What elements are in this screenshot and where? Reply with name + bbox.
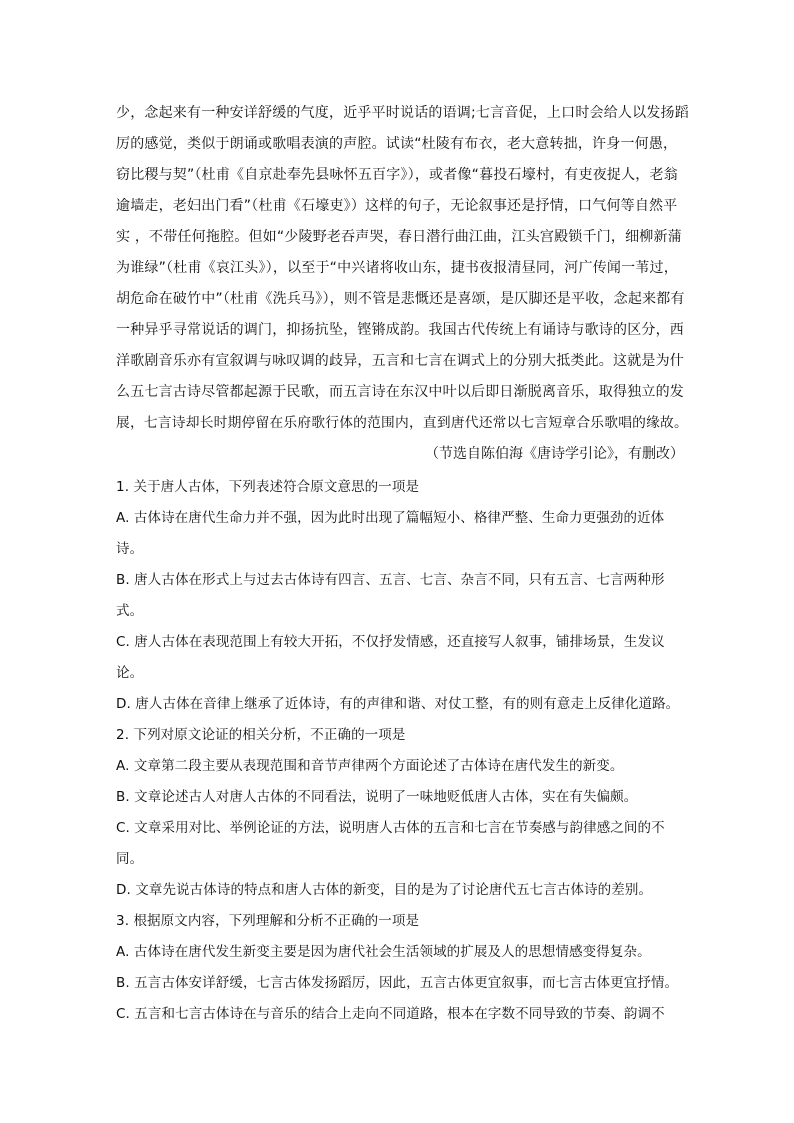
option-line: 论。 — [116, 665, 144, 681]
option-line: C. 文章采用对比、举例论证的方法，说明唐人古体的五言和七言在节奏感与韵律感之间的不 — [116, 820, 665, 836]
option-line: C. 五言和七言古体诗在与音乐的结合上走向不同道路，根本在字数不同导致的节奏、韵调不 — [116, 1006, 665, 1022]
passage-line: 逾墙走，老妇出门看”（杜甫《石壕吏》）这样的句子，无论叙事还是抒情，口气何等自然平 — [116, 198, 678, 214]
option-line: A. 文章第二段主要从表现范围和音节声律两个方面论述了古体诗在唐代发生的新变。 — [116, 758, 624, 774]
passage-line: 洋歌剧音乐亦有宣叙调与咏叹调的歧异，五言和七言在调式上的分别大抵类此。这就是为什 — [116, 353, 684, 369]
question-stem: 3. 根据原文内容，下列理解和分析不正确的一项是 — [116, 913, 420, 929]
option-line: D. 唐人古体在音律上继承了近体诗，有的声律和谐、对仗工整，有的则有意走上反律化道路。 — [116, 696, 680, 712]
option-line: 诗。 — [116, 541, 144, 557]
question-stem: 1. 关于唐人古体，下列表述符合原文意思的一项是 — [116, 479, 420, 495]
passage-line: 胡危命在破竹中”（杜甫《洗兵马》），则不管是悲慨还是喜颂，是仄脚还是平收，念起来都有 — [116, 291, 685, 307]
option-line: D. 文章先说古体诗的特点和唐人古体的新变，目的是为了讨论唐代五七言古体诗的差别。 — [116, 882, 653, 898]
option-line: B. 文章论述古人对唐人古体的不同看法，说明了一味地贬低唐人古体，实在有失偏颇。 — [116, 789, 638, 805]
question-stem: 2. 下列对原文论证的相关分析，不正确的一项是 — [116, 727, 406, 743]
passage-line: 实 ，不带任何拖腔。但如“少陵野老吞声哭，春日潜行曲江曲，江头宫殿锁千门，细柳新蒲 — [116, 229, 682, 245]
passage-line: 窃比稷与契”（杜甫《自京赴奉先县咏怀五百字》），或者像“暮投石壕村，有吏夜捉人，老翁 — [116, 167, 678, 183]
passage-line: 么五七言古诗尽管都起源于民歌，而五言诗在东汉中叶以后即日渐脱离音乐，取得独立的发 — [116, 384, 684, 400]
passage-line: 为谁绿”（杜甫《哀江头》），以至于“中兴诸将收山东，捷书夜报清昼同，河广传闻一苇过， — [116, 260, 678, 276]
option-line: A. 古体诗在唐代生命力并不强，因为此时出现了篇幅短小、格律严整、生命力更强劲的近体 — [116, 510, 665, 526]
option-line: B. 五言古体安详舒缓，七言古体发扬蹈厉，因此，五言古体更宜叙事，而七言古体更宜抒情。 — [116, 975, 679, 991]
source-citation: （节选自陈伯海《唐诗学引论》，有删改） — [425, 446, 684, 462]
passage-line: 一种异乎寻常说话的调门，抑扬抗坠，铿锵成韵。我国古代传统上有诵诗与歌诗的区分，西 — [116, 322, 684, 338]
option-line: C. 唐人古体在表现范围上有较大开拓，不仅抒发情感，还直接写人叙事，铺排场景，生发议 — [116, 634, 665, 650]
option-line: A. 古体诗在唐代发生新变主要是因为唐代社会生活领域的扩展及人的思想情感变得复杂。 — [116, 944, 651, 960]
passage-line: 少，念起来有一种安详舒缓的气度，近乎平时说话的语调;七言音促，上口时会给人以发扬蹈 — [116, 105, 689, 121]
passage-line: 厉的感觉，类似于朗诵或歌唱表演的声腔。试读“杜陵有布衣，老大意转拙，许身一何愚， — [116, 136, 678, 152]
option-line: B. 唐人古体在形式上与过去古体诗有四言、五言、七言、杂言不同，只有五言、七言两种形 — [116, 572, 665, 588]
option-line: 同。 — [116, 851, 144, 867]
option-line: 式。 — [116, 603, 144, 619]
passage-line: 展，七言诗却长时期停留在乐府歌行体的范围内，直到唐代还常以七言短章合乐歌唱的缘故。 — [116, 415, 688, 431]
